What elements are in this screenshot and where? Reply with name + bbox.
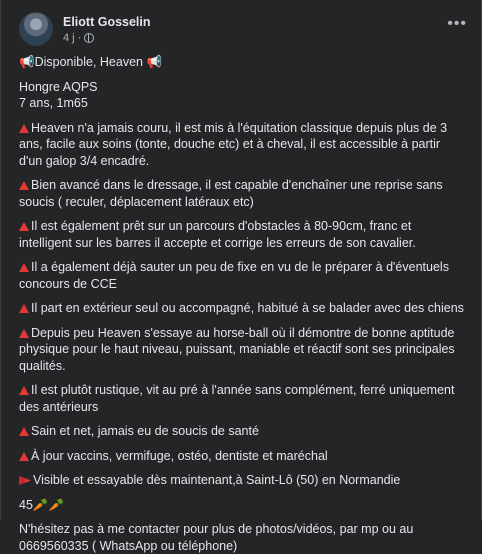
intro-text: Disponible, Heaven [34,55,143,69]
red-triangle-icon [19,181,29,190]
paragraph-text: Il part en extérieur seul ou accompagné, habitué à se balader avec des chiens [31,301,464,315]
red-triangle-icon [19,304,29,313]
red-triangle-icon [19,386,29,395]
paragraph-text: Depuis peu Heaven s'essaye au horse-ball où il démontre de bonne aptitude physique pour le haut niveau, puissant, maniable et réactif sont ses principales qualités. [19,325,455,373]
location-text: Visible et essayable dès maintenant,à Saint-Lô (50) en Normandie [33,473,401,487]
age-text: 7 ans, 1m65 [19,96,88,110]
red-triangle-icon [19,222,29,231]
post-meta [63,12,151,45]
megaphone-icon: 📢 [146,55,163,69]
author-avatar[interactable] [19,12,53,46]
location-line [19,472,465,489]
red-triangle-icon [19,329,29,338]
paragraph-9 [19,448,465,465]
price-line [19,497,465,514]
breed-text: Hongre AQPS [19,79,98,94]
paragraph-text: Il est également prêt sur un parcours d'obstacles à 80-90cm, franc et intelligent sur les barres il accepte et corrige les erreurs de son cavalier. [19,219,416,250]
red-flag-icon [19,476,31,485]
paragraph-text: Sain et net, jamais eu de soucis de santé [31,424,259,438]
breed-age [19,79,465,112]
paragraph-8 [19,423,465,440]
globe-icon [84,33,94,43]
paragraph-7 [19,382,465,415]
paragraph-text: À jour vaccins, vermifuge, ostéo, dentiste et maréchal [31,448,328,463]
paragraph-text: Heaven n'a jamais couru, il est mis à l'équitation classique depuis plus de 3 ans, facile aux soins (tonte, douche etc) et à cheval, il est accessible à partir d'un galop 3/4 encadré. [19,120,448,168]
megaphone-icon: 📢 [19,55,35,69]
paragraph-6 [19,325,465,375]
red-triangle-icon [19,263,29,272]
more-options-icon[interactable]: ••• [447,15,467,32]
red-triangle-icon [19,427,29,436]
post-body [19,54,465,554]
paragraph-4 [19,259,465,292]
author-name[interactable]: Eliott Gosselin [63,15,151,29]
paragraph-5 [19,300,465,317]
red-triangle-icon [19,452,29,461]
paragraph-2 [19,177,465,210]
post-timestamp[interactable]: 4 j [63,32,75,44]
paragraph-1 [19,120,465,170]
paragraph-text: Bien avancé dans le dressage, il est capable d'enchaîner une reprise sans soucis ( reculer, déplacement latéraux etc) [19,178,443,209]
post-time-row [63,31,151,45]
carrot-icon: 🥕🥕 [32,497,65,512]
contact-text: N'hésitez pas à me contacter pour plus de photos/vidéos, par mp ou au 0669560335 ( WhatsApp ou téléphone) [19,522,414,553]
paragraph-3 [19,218,465,251]
separator-dot: · [77,32,82,44]
red-triangle-icon [19,124,29,133]
intro-line [19,54,465,71]
paragraph-text: Il a également déjà sauter un peu de fixe en vu de le préparer à d'éventuels concours de CCE [19,260,449,291]
price-text: 45 [19,497,33,512]
paragraph-text: Il est plutôt rustique, vit au pré à l'année sans complément, ferré uniquement des antérieurs [19,383,455,414]
post-header [19,12,151,46]
contact-line [19,521,465,554]
